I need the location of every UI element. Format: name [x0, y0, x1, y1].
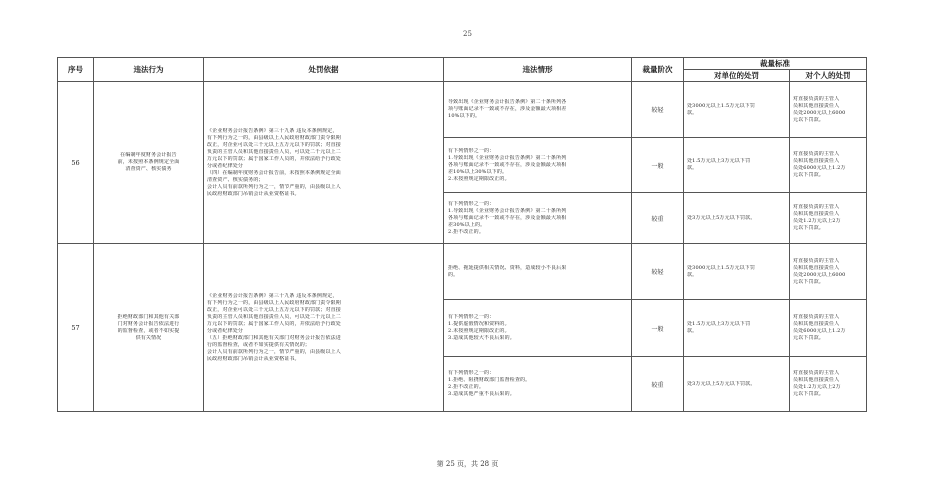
unit-penalty-line: 处3000元以上1.5万元以下罚 — [687, 102, 756, 109]
situation-line: 有下列情形之一的： — [448, 314, 495, 320]
basis-line: （五）拒绝财政部门和其他有关部门对财务会计报告依法进 — [207, 334, 341, 341]
header-situation: 违法情形 — [444, 58, 632, 82]
basis-line: 有下列行为之一的，由县级以上人民政府财政部门责令限期 — [207, 299, 341, 306]
basis-line: 清查资产、核实债务的； — [207, 176, 264, 183]
act-line: 门对财务会计报告依法进行 — [117, 320, 180, 327]
table-row — [58, 82, 867, 138]
person-penalty-line: 对直接负责的主管人 — [793, 204, 840, 210]
situation-line: 各项与账面记录不一致或不存在，涉及金额最大项相 — [448, 161, 567, 168]
act-line: 前，未按照本条例规定全面 — [117, 159, 180, 165]
person-penalty-line: 元以下罚款。 — [793, 225, 824, 231]
situation-line: 有下列情形之一的： — [448, 370, 495, 376]
page-footer: 第 25 页，共 28 页 — [436, 460, 499, 468]
basis-line: 万元以下的罚款；属于国家工作人员的，并依法给予行政处 — [207, 320, 341, 327]
situation-line: 1.拒绝、阻挠财政部门监督检查的。 — [448, 377, 531, 383]
situation-line: 1.导致出现《企业财务会计报告条例》第二十条所列 — [448, 154, 567, 161]
person-penalty-cell — [790, 193, 867, 244]
unit-penalty-line: 处3万元以上5万元以下罚款。 — [687, 214, 756, 221]
header-person-penalty: 对个人的处罚 — [790, 70, 867, 82]
unit-penalty-cell — [684, 82, 790, 138]
situation-line: 差10%以上30%以下的。 — [448, 168, 508, 175]
person-penalty-line: 员和其他直接责任人 — [793, 264, 840, 271]
situation-line: 10%以下的。 — [448, 113, 481, 119]
act-line: 在编制年度财务会计报告 — [120, 152, 177, 158]
discretion-level-cell: 一般 — [632, 138, 684, 193]
unit-penalty-line: 处1.5万元以上3万元以下罚 — [687, 321, 751, 327]
penalty-table — [57, 57, 867, 412]
person-penalty-cell — [790, 300, 867, 357]
discretion-level-cell: 较重 — [632, 357, 684, 412]
unit-penalty-cell — [684, 244, 790, 300]
discretion-level-cell: 较轻 — [632, 82, 684, 138]
unit-penalty-line: 款。 — [687, 165, 698, 171]
unit-penalty-line: 款。 — [687, 328, 698, 334]
penalty-basis-cell — [204, 82, 444, 244]
person-penalty-line: 员处2000元以上6000 — [793, 271, 846, 278]
basis-line: 会计人员有前款所列行为之一，情节严重的，由县级以上人 — [207, 183, 341, 190]
header-seq: 序号 — [58, 58, 94, 82]
situation-line: 2.未按照规定期限改正的。 — [448, 328, 510, 334]
situation-line: 2.未按照规定期限改正的。 — [448, 175, 510, 182]
person-penalty-line: 元以下罚款。 — [793, 391, 824, 397]
seq-cell: 57 — [58, 244, 94, 412]
unit-penalty-line: 款。 — [687, 271, 698, 278]
person-penalty-line: 员处6000元以上1.2万 — [793, 165, 846, 171]
person-penalty-line: 员和其他直接责任人 — [793, 211, 840, 217]
unit-penalty-cell — [684, 193, 790, 244]
unit-penalty-cell — [684, 357, 790, 412]
situation-line: 导致出现《企业财务会计报告条例》第二十条所列各 — [448, 99, 567, 105]
person-penalty-line: 对直接负责的主管人 — [793, 95, 840, 102]
discretion-level-cell: 较轻 — [632, 244, 684, 300]
basis-line: 万元以下的罚款；属于国家工作人员的，并依法给予行政处 — [207, 155, 341, 162]
person-penalty-cell — [790, 138, 867, 193]
act-line: 清查资产、核实债务 — [125, 166, 172, 172]
situation-line: 有下列情形之一的： — [448, 200, 495, 207]
header-basis: 处罚依据 — [204, 58, 444, 82]
situation-cell — [444, 138, 632, 193]
unit-penalty-line: 处1.5万元以上3万元以下罚 — [687, 158, 751, 164]
situation-line: 1.导致出现《企业财务会计报告条例》第二十条所列 — [448, 207, 567, 214]
basis-line: 民政府财政部门吊销会计从业资格证书。 — [207, 190, 300, 197]
situation-line: 差30%以上的。 — [448, 221, 486, 228]
person-penalty-line: 元以下罚款。 — [793, 172, 824, 178]
situation-cell — [444, 300, 632, 357]
person-penalty-line: 元以下罚款。 — [793, 116, 824, 123]
basis-line: 有下列行为之一的，由县级以上人民政府财政部门责令限期 — [207, 134, 341, 141]
basis-line: 会计人员有前款所列行为之一，情节严重的，由县级以上人 — [207, 348, 341, 355]
table-body — [58, 82, 867, 412]
situation-line: 项与账面记录不一致或不存在，涉及金额最大项相差 — [448, 106, 567, 112]
basis-line: 民政府财政部门吊销会计从业资格证书。 — [207, 355, 300, 362]
basis-line: 改正，对企业可以处三千元以上五万元以下的罚款；对直接 — [207, 306, 341, 313]
person-penalty-line: 员处2000元以上6000 — [793, 109, 846, 116]
unit-penalty-line: 款。 — [687, 109, 698, 116]
person-penalty-cell — [790, 357, 867, 412]
person-penalty-cell — [790, 82, 867, 138]
situation-line: 2.拒不改正的。 — [448, 384, 484, 390]
person-penalty-line: 员和其他直接责任人 — [793, 377, 840, 383]
unit-penalty-line: 处3000元以上1.5万元以下罚 — [687, 264, 756, 271]
act-line: 拒绝财政部门和其他有关部 — [117, 313, 180, 320]
person-penalty-line: 元以下罚款。 — [793, 278, 824, 285]
basis-line: 负责的主管人员和其他直接责任人员，可以处二千元以上二 — [207, 148, 341, 155]
penalty-basis-cell — [204, 244, 444, 412]
person-penalty-line: 员处1.2万元以上2万 — [793, 384, 841, 390]
situation-line: 3.造成其他较大不良后果的。 — [448, 335, 515, 341]
basis-line: 改正，对企业可以处三千元以上五万元以下的罚款；对直接 — [207, 141, 341, 148]
table-row — [58, 244, 867, 300]
person-penalty-cell — [790, 244, 867, 300]
page-number-top: 25 — [463, 30, 472, 38]
person-penalty-line: 员处1.2万元以上2万 — [793, 218, 841, 224]
unit-penalty-cell — [684, 138, 790, 193]
situation-line: 3.造成其他严重不良后果的。 — [448, 391, 515, 397]
person-penalty-line: 对直接负责的主管人 — [793, 314, 840, 320]
violation-act-cell — [94, 244, 204, 412]
situation-line: 有下列情形之一的： — [448, 147, 495, 154]
discretion-level-cell: 较重 — [632, 193, 684, 244]
person-penalty-line: 员和其他直接责任人 — [793, 102, 840, 109]
situation-line: 1.提供虚假情况和资料的。 — [448, 321, 510, 327]
act-line: 的监督检查，或者不如实提 — [117, 327, 180, 334]
situation-line: 2.拒不改正的。 — [448, 228, 484, 235]
person-penalty-line: 员和其他直接责任人 — [793, 158, 840, 164]
unit-penalty-line: 处3万元以上5万元以下罚款。 — [687, 380, 756, 387]
basis-line: 行的监督检查，或者不如实提供有关情况的； — [207, 341, 311, 348]
act-line: 供有关情况 — [135, 334, 162, 341]
person-penalty-line: 对直接负责的主管人 — [793, 370, 840, 376]
basis-line: 《企业财务会计报告条例》第三十九条 违反本条例规定， — [207, 127, 338, 134]
discretion-level-cell: 一般 — [632, 300, 684, 357]
basis-line: 分或者纪律处分 — [207, 327, 244, 334]
situation-line: 拒绝、拖延提供相关情况、资料，造成较小不良后果 — [448, 264, 567, 271]
header-act: 违法行为 — [94, 58, 204, 82]
situation-cell — [444, 357, 632, 412]
person-penalty-line: 元以下罚款。 — [793, 335, 824, 341]
basis-line: （四）在编制年度财务会计报告前，未按照本条例规定全面 — [207, 169, 341, 176]
basis-line: 分或者纪律处分 — [207, 162, 244, 169]
person-penalty-line: 员处6000元以上1.2万 — [793, 328, 846, 334]
violation-act-cell — [94, 82, 204, 244]
header-level: 裁量阶次 — [632, 58, 684, 82]
situation-cell — [444, 82, 632, 138]
seq-cell: 56 — [58, 82, 94, 244]
basis-line: 《企业财务会计报告条例》第三十九条 违反本条例规定， — [207, 292, 338, 299]
situation-cell — [444, 244, 632, 300]
basis-line: 负责的主管人员和其他直接责任人员，可以处二千元以上二 — [207, 313, 341, 320]
situation-cell — [444, 193, 632, 244]
situation-line: 的。 — [448, 271, 459, 278]
header-unit-penalty: 对单位的处罚 — [684, 70, 790, 82]
header-standard: 裁量标准 — [684, 58, 867, 70]
situation-line: 各项与账面记录不一致或不存在，涉及金额最大项相 — [448, 214, 567, 221]
person-penalty-line: 对直接负责的主管人 — [793, 257, 840, 264]
unit-penalty-cell — [684, 300, 790, 357]
person-penalty-line: 员和其他直接责任人 — [793, 321, 840, 327]
person-penalty-line: 对直接负责的主管人 — [793, 151, 840, 157]
